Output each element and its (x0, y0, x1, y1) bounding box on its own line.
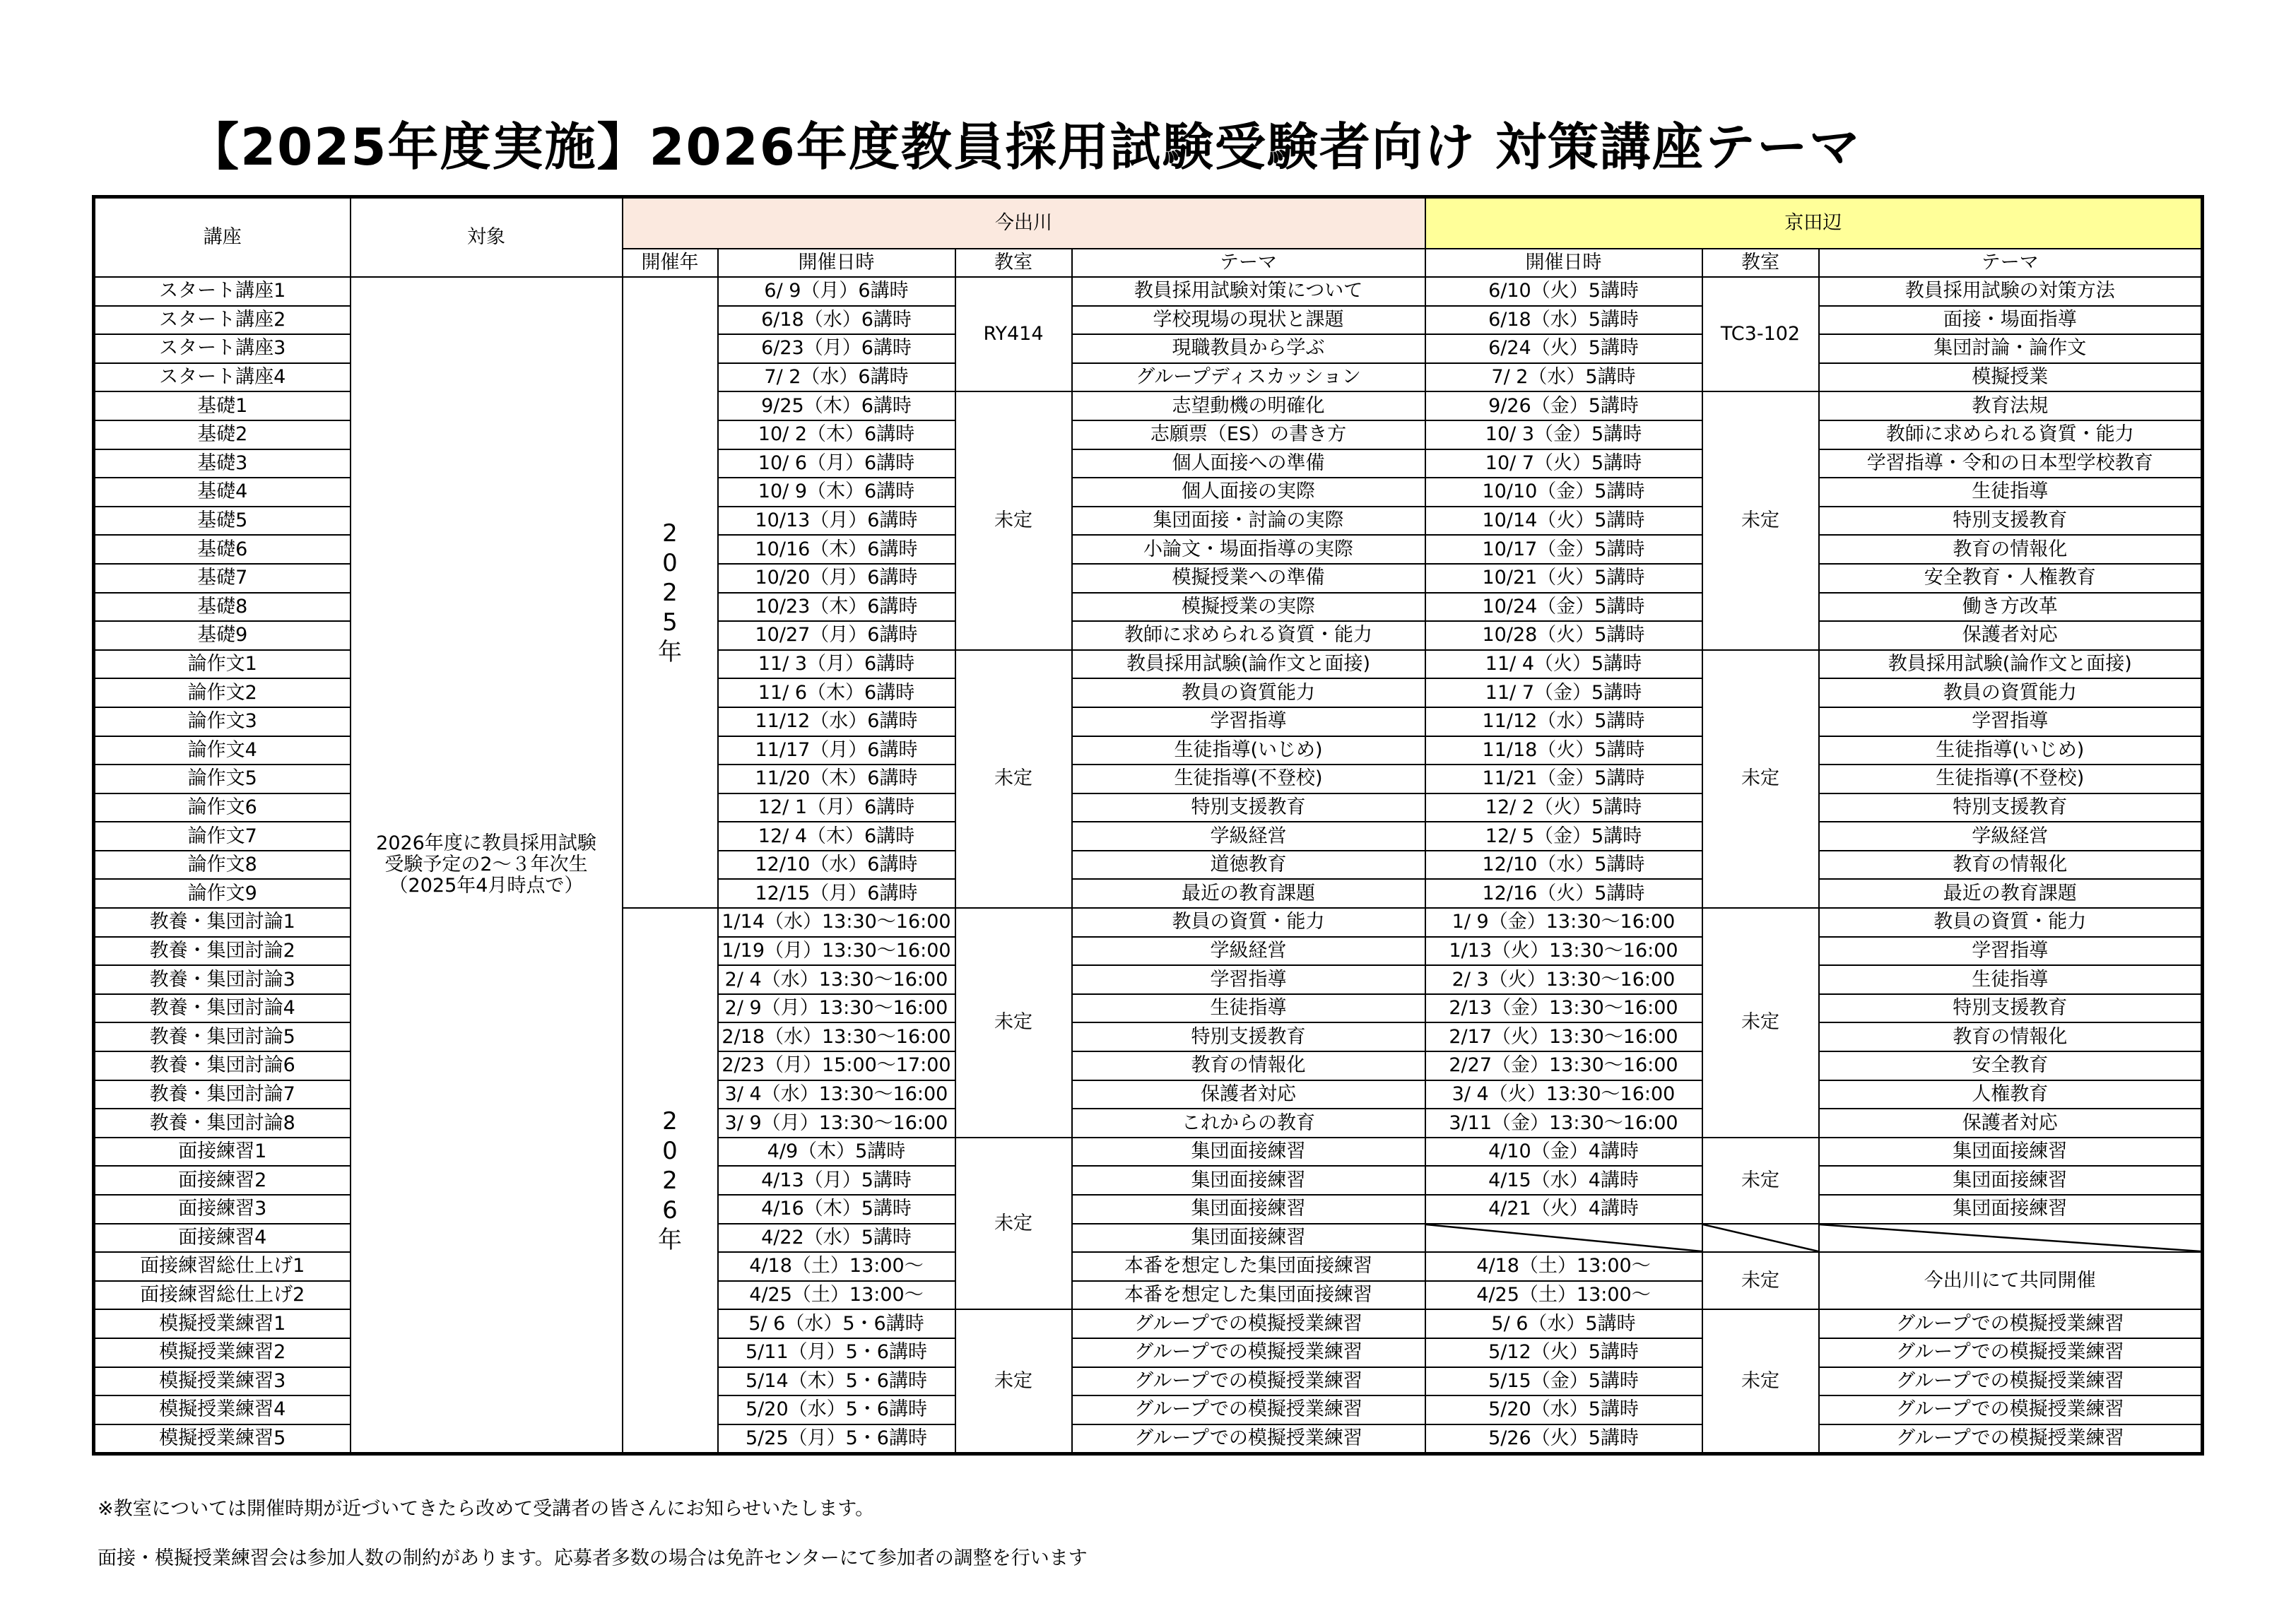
a-theme-cell: 生徒指導(いじめ) (1072, 736, 1425, 765)
a-date-cell: 11/12（水）6講時 (718, 707, 955, 736)
a-date-cell: 6/ 9（月）6講時 (718, 277, 955, 306)
b-date-cell: 12/10（水）5講時 (1425, 851, 1702, 880)
course-cell: 教養・集団討論1 (94, 908, 351, 937)
header-course: 講座 (94, 197, 351, 278)
header-b-room: 教室 (1702, 249, 1819, 277)
course-cell: 面接練習1 (94, 1138, 351, 1167)
a-date-cell: 10/16（木）6講時 (718, 535, 955, 564)
a-date-cell: 10/13（月）6講時 (718, 507, 955, 536)
b-date-cell: 4/18（土）13:00～ (1425, 1252, 1702, 1281)
a-theme-cell: 集団面接練習 (1072, 1138, 1425, 1167)
a-date-cell: 5/20（水）5・6講時 (718, 1395, 955, 1424)
b-date-cell: 6/24（火）5講時 (1425, 334, 1702, 363)
course-cell: 模擬授業練習5 (94, 1424, 351, 1454)
a-theme-cell: 学習指導 (1072, 707, 1425, 736)
a-theme-cell: 小論文・場面指導の実際 (1072, 535, 1425, 564)
a-theme-cell: 個人面接の実際 (1072, 478, 1425, 507)
b-date-cell: 5/26（火）5講時 (1425, 1424, 1702, 1454)
course-cell: 基礎8 (94, 593, 351, 622)
a-date-cell: 10/20（月）6講時 (718, 564, 955, 593)
b-theme-cell: 面接・場面指導 (1819, 306, 2203, 335)
b-date-cell: 4/15（水）4講時 (1425, 1166, 1702, 1195)
course-cell: 教養・集団討論3 (94, 965, 351, 994)
page-title: 【2025年度実施】2026年度教員採用試験受験者向け 対策講座テーマ (188, 117, 1861, 177)
a-date-cell: 4/25（土）13:00～ (718, 1281, 955, 1310)
year-char: 0 (662, 1136, 678, 1165)
b-date-cell: 11/12（水）5講時 (1425, 707, 1702, 736)
a-theme-cell: 特別支援教育 (1072, 793, 1425, 822)
a-room-cell: 未定 (955, 1309, 1072, 1453)
b-date-cell: 7/ 2（水）5講時 (1425, 363, 1702, 392)
a-date-cell: 5/14（木）5・6講時 (718, 1367, 955, 1396)
a-date-cell: 3/ 4（水）13:30～16:00 (718, 1080, 955, 1109)
b-date-cell: 4/21（火）4講時 (1425, 1195, 1702, 1224)
b-theme-cell: 模擬授業 (1819, 363, 2203, 392)
course-cell: 模擬授業練習3 (94, 1367, 351, 1396)
b-theme-cell: グループでの模擬授業練習 (1819, 1309, 2203, 1338)
year-2026-cell (623, 908, 718, 1454)
b-theme-empty-cell (1819, 1224, 2203, 1253)
b-date-cell: 6/10（火）5講時 (1425, 277, 1702, 306)
b-theme-cell: 教育法規 (1819, 391, 2203, 420)
a-date-cell: 10/ 9（木）6講時 (718, 478, 955, 507)
a-theme-cell: 教員の資質・能力 (1072, 908, 1425, 937)
course-cell: 基礎7 (94, 564, 351, 593)
course-cell: 模擬授業練習2 (94, 1338, 351, 1367)
b-theme-cell: 教育の情報化 (1819, 851, 2203, 880)
b-date-cell: 10/ 7（火）5講時 (1425, 449, 1702, 478)
a-date-cell: 12/ 4（木）6講時 (718, 822, 955, 851)
a-theme-cell: 教師に求められる資質・能力 (1072, 621, 1425, 650)
target-line: （2025年4月時点で） (389, 875, 584, 897)
course-cell: 模擬授業練習1 (94, 1309, 351, 1338)
b-theme-cell: 特別支援教育 (1819, 994, 2203, 1023)
a-date-cell: 10/ 2（木）6講時 (718, 420, 955, 449)
course-cell: 面接練習3 (94, 1195, 351, 1224)
b-date-cell: 1/ 9（金）13:30～16:00 (1425, 908, 1702, 937)
a-date-cell: 2/18（水）13:30～16:00 (718, 1022, 955, 1051)
a-theme-cell: グループでの模擬授業練習 (1072, 1424, 1425, 1454)
course-cell: 論作文6 (94, 793, 351, 822)
b-theme-cell: 特別支援教育 (1819, 793, 2203, 822)
b-theme-cell: 学級経営 (1819, 822, 2203, 851)
b-date-cell: 3/ 4（火）13:30～16:00 (1425, 1080, 1702, 1109)
a-theme-cell: 教員の資質能力 (1072, 678, 1425, 707)
b-theme-cell: 集団面接練習 (1819, 1166, 2203, 1195)
a-theme-cell: 模擬授業への準備 (1072, 564, 1425, 593)
b-theme-cell: グループでの模擬授業練習 (1819, 1424, 2203, 1454)
course-cell: 基礎9 (94, 621, 351, 650)
a-date-cell: 1/14（水）13:30～16:00 (718, 908, 955, 937)
a-theme-cell: 道徳教育 (1072, 851, 1425, 880)
b-theme-cell: 特別支援教育 (1819, 507, 2203, 536)
b-theme-cell: 人権教育 (1819, 1080, 2203, 1109)
b-theme-cell: 保護者対応 (1819, 1109, 2203, 1138)
a-theme-cell: グループでの模擬授業練習 (1072, 1309, 1425, 1338)
b-theme-cell: 集団面接練習 (1819, 1138, 2203, 1167)
b-theme-cell: 学習指導・令和の日本型学校教育 (1819, 449, 2203, 478)
b-date-cell: 1/13（火）13:30～16:00 (1425, 937, 1702, 966)
a-theme-cell: 保護者対応 (1072, 1080, 1425, 1109)
course-cell: 面接練習総仕上げ2 (94, 1281, 351, 1310)
b-theme-cell: 学習指導 (1819, 707, 2203, 736)
a-theme-cell: グループでの模擬授業練習 (1072, 1367, 1425, 1396)
a-date-cell: 5/25（月）5・6講時 (718, 1424, 955, 1454)
b-room-cell: 未定 (1702, 1138, 1819, 1224)
a-theme-cell: 集団面接・討論の実際 (1072, 507, 1425, 536)
b-room-cell: 未定 (1702, 391, 1819, 649)
target-line: 2026年度に教員採用試験 (376, 832, 596, 855)
a-date-cell: 5/ 6（水）5・6講時 (718, 1309, 955, 1338)
b-room-cell: 未定 (1702, 1309, 1819, 1453)
a-theme-cell: 最近の教育課題 (1072, 879, 1425, 908)
a-theme-cell: 個人面接への準備 (1072, 449, 1425, 478)
a-date-cell: 11/20（木）6講時 (718, 765, 955, 793)
a-date-cell: 6/23（月）6講時 (718, 334, 955, 363)
b-room-empty-cell (1702, 1224, 1819, 1253)
year-char: 2 (662, 578, 678, 607)
b-date-cell: 12/16（火）5講時 (1425, 879, 1702, 908)
course-cell: 基礎2 (94, 420, 351, 449)
course-cell: 模擬授業練習4 (94, 1395, 351, 1424)
b-theme-cell: 安全教育・人権教育 (1819, 564, 2203, 593)
a-theme-cell: 教員採用試験(論作文と面接) (1072, 650, 1425, 679)
a-date-cell: 1/19（月）13:30～16:00 (718, 937, 955, 966)
year-char: 2 (662, 1106, 678, 1135)
a-date-cell: 12/15（月）6講時 (718, 879, 955, 908)
course-cell: 教養・集団討論7 (94, 1080, 351, 1109)
b-theme-cell: グループでの模擬授業練習 (1819, 1338, 2203, 1367)
b-date-cell: 11/ 4（火）5講時 (1425, 650, 1702, 679)
a-theme-cell: 学級経営 (1072, 937, 1425, 966)
a-theme-cell: 学校現場の現状と課題 (1072, 306, 1425, 335)
header-year: 開催年 (623, 249, 718, 277)
course-cell: 論作文5 (94, 765, 351, 793)
a-theme-cell: 模擬授業の実際 (1072, 593, 1425, 622)
a-theme-cell: 集団面接練習 (1072, 1166, 1425, 1195)
b-date-cell: 3/11（金）13:30～16:00 (1425, 1109, 1702, 1138)
a-theme-cell: 学習指導 (1072, 965, 1425, 994)
header-a-datetime: 開催日時 (718, 249, 955, 277)
course-cell: 論作文9 (94, 879, 351, 908)
target-cell (351, 277, 623, 1454)
b-date-empty-cell (1425, 1224, 1702, 1253)
a-theme-cell: 集団面接練習 (1072, 1224, 1425, 1253)
a-date-cell: 4/9（木）5講時 (718, 1138, 955, 1167)
a-date-cell: 4/16（木）5講時 (718, 1195, 955, 1224)
a-theme-cell: 本番を想定した集団面接練習 (1072, 1252, 1425, 1281)
course-cell: スタート講座4 (94, 363, 351, 392)
b-theme-cell: 教員の資質・能力 (1819, 908, 2203, 937)
a-theme-cell: 特別支援教育 (1072, 1022, 1425, 1051)
b-theme-cell: 教員採用試験の対策方法 (1819, 277, 2203, 306)
b-date-cell: 10/24（金）5講時 (1425, 593, 1702, 622)
b-date-cell: 11/ 7（金）5講時 (1425, 678, 1702, 707)
b-theme-cell: 生徒指導(いじめ) (1819, 736, 2203, 765)
course-cell: 論作文7 (94, 822, 351, 851)
b-date-cell: 11/21（金）5講時 (1425, 765, 1702, 793)
a-date-cell: 11/ 3（月）6講時 (718, 650, 955, 679)
b-theme-cell: 生徒指導 (1819, 965, 2203, 994)
b-date-cell: 2/27（金）13:30～16:00 (1425, 1051, 1702, 1080)
b-date-cell: 4/25（土）13:00～ (1425, 1281, 1702, 1310)
a-theme-cell: 学級経営 (1072, 822, 1425, 851)
course-cell: 面接練習4 (94, 1224, 351, 1253)
year-char: 6 (662, 1196, 678, 1224)
b-room-cell: 未定 (1702, 650, 1819, 908)
header-b-theme: テーマ (1819, 249, 2203, 277)
a-date-cell: 9/25（木）6講時 (718, 391, 955, 420)
b-date-cell: 10/10（金）5講時 (1425, 478, 1702, 507)
a-date-cell: 5/11（月）5・6講時 (718, 1338, 955, 1367)
header-b-datetime: 開催日時 (1425, 249, 1702, 277)
a-room-cell: 未定 (955, 1138, 1072, 1310)
b-room-cell: 未定 (1702, 908, 1819, 1138)
b-theme-cell: 教員の資質能力 (1819, 678, 2203, 707)
header-campus-kyotanabe: 京田辺 (1425, 197, 2203, 249)
a-theme-cell: グループディスカッション (1072, 363, 1425, 392)
course-cell: 論作文8 (94, 851, 351, 880)
year-char: 2 (662, 1166, 678, 1195)
b-theme-cell: 保護者対応 (1819, 621, 2203, 650)
a-date-cell: 7/ 2（水）6講時 (718, 363, 955, 392)
schedule-table (92, 195, 2204, 1456)
a-date-cell: 4/18（土）13:00～ (718, 1252, 955, 1281)
a-room-cell: RY414 (955, 277, 1072, 391)
course-cell: 面接練習総仕上げ1 (94, 1252, 351, 1281)
b-date-cell: 10/28（火）5講時 (1425, 621, 1702, 650)
course-cell: スタート講座1 (94, 277, 351, 306)
b-date-cell: 11/18（火）5講時 (1425, 736, 1702, 765)
a-theme-cell: 教育の情報化 (1072, 1051, 1425, 1080)
a-theme-cell: 教員採用試験対策について (1072, 277, 1425, 306)
b-date-cell: 5/12（火）5講時 (1425, 1338, 1702, 1367)
a-date-cell: 4/13（月）5講時 (718, 1166, 955, 1195)
b-date-cell: 2/ 3（火）13:30～16:00 (1425, 965, 1702, 994)
year-char: 5 (662, 608, 678, 637)
a-date-cell: 2/ 9（月）13:30～16:00 (718, 994, 955, 1023)
b-room-cell: TC3-102 (1702, 277, 1819, 391)
course-cell: 基礎3 (94, 449, 351, 478)
course-cell: 論作文2 (94, 678, 351, 707)
a-date-cell: 2/23（月）15:00～17:00 (718, 1051, 955, 1080)
course-cell: 論作文4 (94, 736, 351, 765)
course-cell: スタート講座3 (94, 334, 351, 363)
b-theme-cell: 安全教育 (1819, 1051, 2203, 1080)
a-room-cell: 未定 (955, 650, 1072, 908)
a-date-cell: 11/17（月）6講時 (718, 736, 955, 765)
a-date-cell: 2/ 4（水）13:30～16:00 (718, 965, 955, 994)
a-room-cell: 未定 (955, 908, 1072, 1138)
a-room-cell: 未定 (955, 391, 1072, 649)
b-theme-cell: 生徒指導(不登校) (1819, 765, 2203, 793)
course-cell: 教養・集団討論8 (94, 1109, 351, 1138)
course-cell: 基礎6 (94, 535, 351, 564)
a-theme-cell: 生徒指導(不登校) (1072, 765, 1425, 793)
course-cell: 基礎5 (94, 507, 351, 536)
a-date-cell: 10/27（月）6講時 (718, 621, 955, 650)
year-char: 2 (662, 519, 678, 548)
header-target: 対象 (351, 197, 623, 278)
header-a-room: 教室 (955, 249, 1072, 277)
a-date-cell: 10/23（木）6講時 (718, 593, 955, 622)
a-theme-cell: 集団面接練習 (1072, 1195, 1425, 1224)
a-date-cell: 11/ 6（木）6講時 (718, 678, 955, 707)
header-campus-imadegawa: 今出川 (623, 197, 1425, 249)
header-a-theme: テーマ (1072, 249, 1425, 277)
course-cell: 教養・集団討論6 (94, 1051, 351, 1080)
b-theme-cell: 最近の教育課題 (1819, 879, 2203, 908)
footnote-room: ※教室については開催時期が近づいてきたら改めて受講者の皆さんにお知らせいたします。 (98, 1498, 875, 1520)
b-theme-cell: 教師に求められる資質・能力 (1819, 420, 2203, 449)
year-char: 年 (658, 1225, 682, 1254)
b-date-cell: 10/17（金）5講時 (1425, 535, 1702, 564)
year-char: 0 (662, 548, 678, 577)
b-theme-cell: グループでの模擬授業練習 (1819, 1395, 2203, 1424)
a-theme-cell: グループでの模擬授業練習 (1072, 1338, 1425, 1367)
b-date-cell: 6/18（水）5講時 (1425, 306, 1702, 335)
a-theme-cell: これからの教育 (1072, 1109, 1425, 1138)
table-row (94, 277, 2203, 306)
b-date-cell: 12/ 5（金）5講時 (1425, 822, 1702, 851)
year-char: 年 (658, 637, 682, 666)
course-cell: 教養・集団討論2 (94, 937, 351, 966)
b-theme-cell: グループでの模擬授業練習 (1819, 1367, 2203, 1396)
course-cell: 教養・集団討論4 (94, 994, 351, 1023)
target-line: 受験予定の2～３年次生 (384, 854, 588, 876)
b-theme-cell: 教育の情報化 (1819, 535, 2203, 564)
a-date-cell: 10/ 6（月）6講時 (718, 449, 955, 478)
b-date-cell: 2/13（金）13:30～16:00 (1425, 994, 1702, 1023)
course-cell: スタート講座2 (94, 306, 351, 335)
b-date-cell: 12/ 2（火）5講時 (1425, 793, 1702, 822)
b-theme-cell: 学習指導 (1819, 937, 2203, 966)
b-date-cell: 10/21（火）5講時 (1425, 564, 1702, 593)
course-cell: 基礎1 (94, 391, 351, 420)
b-date-cell: 2/17（火）13:30～16:00 (1425, 1022, 1702, 1051)
b-theme-cell: 生徒指導 (1819, 478, 2203, 507)
footnote-capacity: 面接・模擬授業練習会は参加人数の制約があります。応募者多数の場合は免許センターにて参加者の調整を行います (98, 1547, 1088, 1569)
b-joint-cell: 今出川にて共同開催 (1819, 1252, 2203, 1309)
course-cell: 教養・集団討論5 (94, 1022, 351, 1051)
course-cell: 論作文3 (94, 707, 351, 736)
b-date-cell: 4/10（金）4講時 (1425, 1138, 1702, 1167)
b-date-cell: 5/15（金）5講時 (1425, 1367, 1702, 1396)
b-theme-cell: 働き方改革 (1819, 593, 2203, 622)
course-cell: 論作文1 (94, 650, 351, 679)
a-theme-cell: 生徒指導 (1072, 994, 1425, 1023)
b-date-cell: 10/14（火）5講時 (1425, 507, 1702, 536)
a-date-cell: 6/18（水）6講時 (718, 306, 955, 335)
course-cell: 面接練習2 (94, 1166, 351, 1195)
course-cell: 基礎4 (94, 478, 351, 507)
b-date-cell: 9/26（金）5講時 (1425, 391, 1702, 420)
b-theme-cell: 教員採用試験(論作文と面接) (1819, 650, 2203, 679)
a-theme-cell: 志願票（ES）の書き方 (1072, 420, 1425, 449)
b-date-cell: 5/ 6（水）5講時 (1425, 1309, 1702, 1338)
b-date-cell: 5/20（水）5講時 (1425, 1395, 1702, 1424)
b-theme-cell: 教育の情報化 (1819, 1022, 2203, 1051)
b-date-cell: 10/ 3（金）5講時 (1425, 420, 1702, 449)
b-theme-cell: 集団討論・論作文 (1819, 334, 2203, 363)
a-date-cell: 3/ 9（月）13:30～16:00 (718, 1109, 955, 1138)
a-theme-cell: 志望動機の明確化 (1072, 391, 1425, 420)
a-date-cell: 4/22（水）5講時 (718, 1224, 955, 1253)
a-date-cell: 12/ 1（月）6講時 (718, 793, 955, 822)
a-theme-cell: 本番を想定した集団面接練習 (1072, 1281, 1425, 1310)
a-date-cell: 12/10（水）6講時 (718, 851, 955, 880)
b-room-cell: 未定 (1702, 1252, 1819, 1309)
year-2025-cell (623, 277, 718, 908)
a-theme-cell: 現職教員から学ぶ (1072, 334, 1425, 363)
a-theme-cell: グループでの模擬授業練習 (1072, 1395, 1425, 1424)
b-theme-cell: 集団面接練習 (1819, 1195, 2203, 1224)
